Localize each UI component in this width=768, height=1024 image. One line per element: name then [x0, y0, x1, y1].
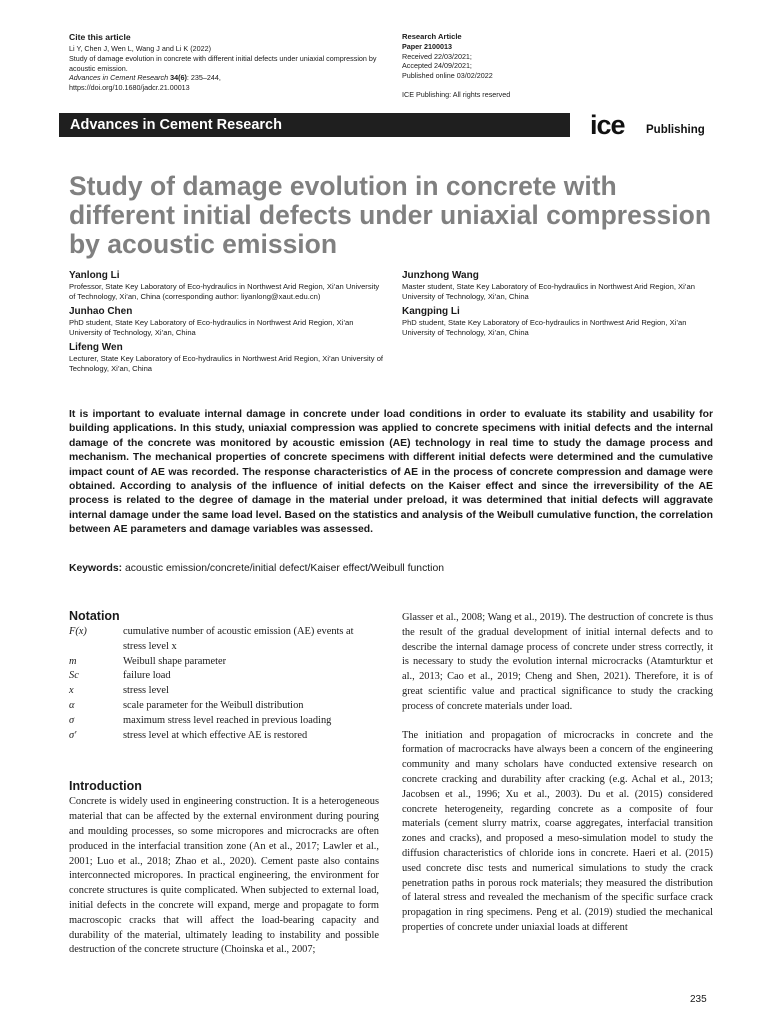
- notation-definition: maximum stress level reached in previous loading: [123, 714, 332, 726]
- cite-heading: Cite this article: [69, 32, 131, 42]
- journal-title: Advances in Cement Research: [70, 117, 282, 133]
- keywords: [69, 562, 713, 576]
- author-affiliation: Master student, State Key Laboratory of Eco-hydraulics in Northwest Arid Region, Xi’an University of Technology, Xi’an, China: [402, 282, 695, 301]
- cite-journal: Advances in Cement Research: [69, 73, 169, 83]
- introduction-paragraph-1: Concrete is widely used in engineering construction. It is a heterogeneous material that can be affected by the external environment during pouring and moulding processes, so some micropores and microcracks are often produced in the interfacial transition zone (An et al., 2017; Lawler et al., 2001; Luo et al., 2018; Zhao et al., 2020). Cement paste also contains interconnected micropores. In practical engineering, the environment for concrete structures is quite complicated. When subjected to external load, initial defects in the concrete will expand, merge and propagate to form macroscopic cracks that will affect the load-bearing capacity and durability of the material, ultimately leading to instability and possible destruction of the concrete structure (Choinska et al., 2007;: [69, 796, 379, 956]
- authors-right-column: [402, 270, 712, 342]
- introduction-heading: Introduction: [69, 779, 142, 794]
- notation-heading: Notation: [69, 609, 120, 623]
- notation-symbol: m: [69, 655, 77, 667]
- author-affiliation: Professor, State Key Laboratory of Eco-hydraulics in Northwest Arid Region, Xi’an University of Technology, Xi’an, China (corresponding author: liyanlong@xaut.edu.cn): [69, 282, 380, 301]
- author-entry: [402, 270, 712, 302]
- cite-source: [69, 73, 389, 83]
- notation-definition: stress level at which effective AE is restored: [123, 729, 308, 741]
- introduction-paragraph-1-continued: Glasser et al., 2008; Wang et al., 2019). The destruction of concrete is thus the result of the gradual development of initial internal defects and to describe the internal damage process of concrete under stress correctly, it is necessary to study the evolution internal microcracks (Atamturktur et al., 2013; Cao et al., 2019; Cheng and Shen, 2021). Therefore, it is of great scientific value and practical significance to study the cracking process of concrete materials under load.: [402, 612, 713, 712]
- notation-definition: stress level: [123, 685, 169, 697]
- notation-list: [69, 625, 379, 743]
- cite-doi-link[interactable]: https://doi.org/10.1680/jadcr.21.00013: [69, 83, 190, 93]
- notation-item: [69, 714, 379, 729]
- notation-item: [69, 699, 379, 714]
- author-name: Kangping Li: [402, 306, 460, 317]
- notation-item: [69, 729, 379, 744]
- author-name: Lifeng Wen: [69, 342, 123, 353]
- author-name: Junzhong Wang: [402, 270, 479, 281]
- cite-pages: : 235–244,: [186, 73, 221, 83]
- notation-item: [69, 669, 379, 684]
- cite-authors: Li Y, Chen J, Wen L, Wang J and Li K (2022): [69, 44, 211, 53]
- article-title: Study of damage evolution in concrete with different initial defects under uniaxial compression by acoustic emission: [69, 171, 712, 259]
- body-right-column: [402, 611, 713, 936]
- keywords-label: Keywords:: [69, 563, 123, 574]
- journal-banner: [59, 113, 570, 137]
- citation-block: [69, 32, 389, 93]
- notation-symbol: σ: [69, 714, 75, 726]
- keywords-list: acoustic emission/concrete/initial defect/Kaiser effect/Weibull function: [122, 563, 445, 574]
- published-date: Published online 03/02/2022: [402, 71, 493, 81]
- author-entry: [402, 306, 712, 338]
- notation-definition: scale parameter for the Weibull distribution: [123, 699, 304, 711]
- notation-symbol: Sc: [69, 670, 79, 682]
- notation-definition: Weibull shape parameter: [123, 655, 227, 667]
- author-entry: [69, 270, 384, 302]
- received-date: Received 22/03/2021;: [402, 51, 472, 61]
- notation-item: [69, 655, 379, 670]
- body-left-column: [69, 608, 379, 958]
- cite-title: Study of damage evolution in concrete with different initial defects under uniaxial compression by acoustic emission.: [69, 53, 377, 73]
- ice-logo: ice: [590, 110, 625, 140]
- rights-statement: ICE Publishing: All rights reserved: [402, 89, 511, 99]
- page-number: 235: [690, 994, 707, 1005]
- article-meta: [402, 32, 702, 100]
- notation-item: [69, 684, 379, 699]
- author-name: Yanlong Li: [69, 270, 120, 281]
- notation-item: [69, 625, 379, 655]
- author-name: Junhao Chen: [69, 306, 133, 317]
- notation-symbol: α: [69, 699, 75, 711]
- notation-definition: cumulative number of acoustic emission (AE) events at stress level x: [123, 626, 354, 652]
- author-affiliation: PhD student, State Key Laboratory of Eco-hydraulics in Northwest Arid Region, Xi’an University of Technology, Xi’an, China: [402, 318, 687, 337]
- notation-symbol: x: [69, 685, 74, 697]
- notation-symbol: F(x): [69, 626, 87, 637]
- author-entry: [69, 342, 384, 374]
- authors-left-column: [69, 270, 384, 378]
- notation-definition: failure load: [123, 670, 171, 682]
- author-entry: [69, 306, 384, 338]
- publisher-name: Publishing: [646, 124, 705, 136]
- author-affiliation: Lecturer, State Key Laboratory of Eco-hydraulics in Northwest Arid Region, Xi’an University of Technology, Xi’an, China: [69, 354, 384, 373]
- paper-number: Paper 2100013: [402, 41, 452, 51]
- cite-volume: 34(6): [170, 73, 187, 83]
- author-affiliation: PhD student, State Key Laboratory of Eco-hydraulics in Northwest Arid Region, Xi’an University of Technology, Xi’an, China: [69, 318, 354, 337]
- introduction-paragraph-2: The initiation and propagation of microcracks in concrete and the formation of macrocracks have always been a concern of the engineering community and many scholars have conducted extensive research on concrete cracking and durability after cracking (e.g. Achal et al., 2013; Jacobsen et al., 1996; Xu et al., 2003). Du et al. (2015) considered concrete heterogeneity, regarding concrete as a composite of four materials (cement slurry matrix, coarse aggregates, interfacial transition zones and cracks), and proposed a meso-simulation model to study the diffusion characteristics of chloride ions in concrete. Haeri et al. (2015) used concrete disc tests and numerical simulations to study the crack penetration paths in porous rock materials; they measured the distribution of lateral stress and revealed the mechanism of the specific surface crack propagation in ring specimens. Peng et al. (2019) studied the mechanical properties of concrete under uniaxial loads at different: [402, 729, 713, 933]
- accepted-date: Accepted 24/09/2021;: [402, 61, 472, 71]
- article-type: Research Article: [402, 32, 462, 41]
- abstract: It is important to evaluate internal damage in concrete under load conditions in order to evaluate its stability and usability for building applications. In this study, uniaxial compression was applied to concrete specimens with initial defects and the internal damage of the concrete was monitored by acoustic emission (AE) technology in real time to study the damage process and mechanism. The mechanical properties of concrete specimens with different initial defects were determined and the cumulative impact count of AE was recorded. The response characteristics of AE in the process of concrete compression and damage were obtained. According to analysis of the influence of initial defects on the Kaiser effect and since the irreversibility of the AE process is related to the degree of damage in the material under preload, it was determined that initial defects will aggravate internal damage under the same load level. Based on the statistics and analysis of the Weibull cumulative function, the correlation between AE parameters and damage variables was assessed.: [69, 409, 713, 536]
- notation-symbol: σ′: [69, 729, 77, 741]
